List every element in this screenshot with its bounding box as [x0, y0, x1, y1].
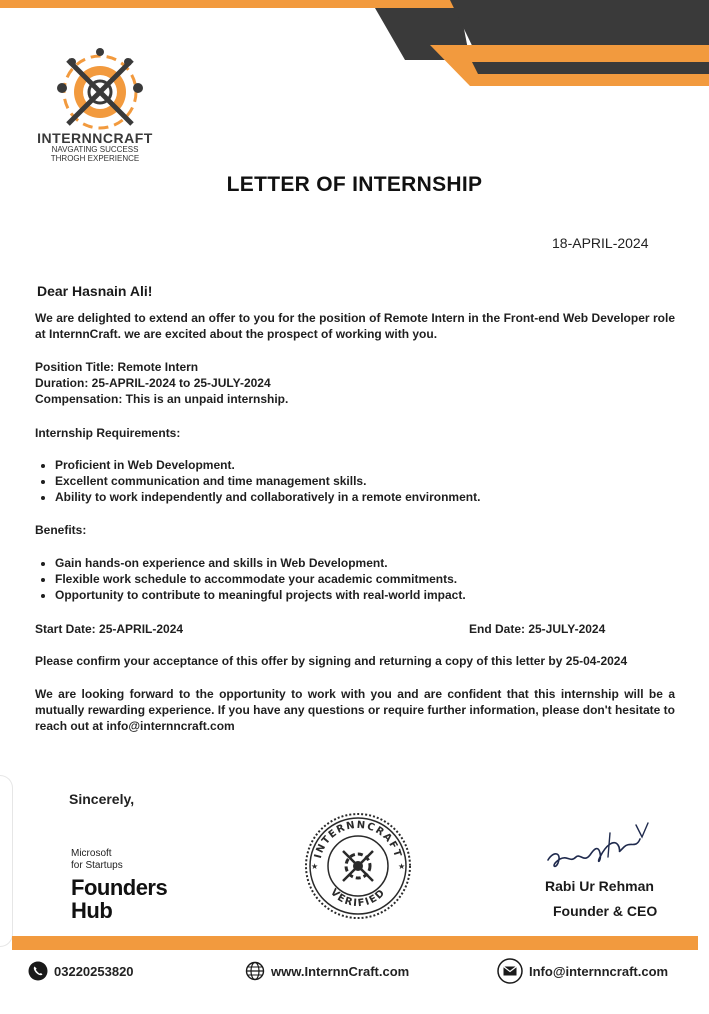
signer-name: Rabi Ur Rehman	[545, 878, 654, 894]
end-date: End Date: 25-JULY-2024	[469, 622, 606, 636]
salutation: Dear Hasnain Ali!	[37, 283, 153, 299]
founders-hub-logo	[71, 876, 167, 922]
closing-paragraph: We are looking forward to the opportunity to work with you and are confident that this internship will be a mutually rewarding experience. If you have any questions or require further information, please don't hesitate to reach out at info@internncraft.com	[35, 687, 675, 733]
start-date: Start Date: 25-APRIL-2024	[35, 622, 184, 636]
globe-icon	[245, 961, 265, 981]
hub-line: Hub	[71, 898, 113, 923]
benefits-list	[35, 555, 675, 603]
letter-title: LETTER OF INTERNSHIP	[226, 173, 483, 196]
letter-date: 18-APRIL-2024	[552, 235, 649, 251]
website-url: www.InternnCraft.com	[271, 963, 410, 979]
logo-tagline-line-2: THROGH EXPERIENCE	[50, 154, 140, 163]
microsoft-for-startups	[71, 848, 123, 872]
handwritten-signature	[540, 815, 660, 875]
intro-paragraph: We are delighted to extend an offer to you for the position of Remote Intern in the Front-end Web Developer role at InternnCraft. we are excited about the prospect of working with you.	[35, 311, 675, 341]
list-item: • Ability to work independently and collaboratively in a remote environment.	[55, 489, 675, 505]
footer-email[interactable]	[497, 959, 668, 983]
phone-icon	[28, 961, 48, 981]
list-item: • Flexible work schedule to accommodate your academic commitments.	[55, 571, 675, 587]
list-item: • Opportunity to contribute to meaningful projects with real-world impact.	[55, 587, 675, 603]
logo-tagline	[40, 145, 150, 163]
details-block	[35, 359, 675, 407]
page-edge-tab	[0, 775, 13, 947]
logo-name: INTERNNCRAFT	[37, 130, 153, 146]
footer-website[interactable]	[245, 959, 409, 983]
sincerely: Sincerely,	[69, 791, 135, 807]
for-startups-line: for Startups	[71, 860, 123, 871]
phone-number: 03220253820	[54, 963, 134, 979]
seal-bottom-text: VERIFIED	[327, 886, 389, 910]
logo-tagline-line-1: NAVGATING SUCCESS	[51, 145, 139, 154]
header-dark-stripe	[472, 62, 709, 74]
footer-phone[interactable]	[28, 959, 134, 983]
verified-seal	[303, 811, 413, 921]
mail-icon	[497, 958, 523, 984]
list-item: • Proficient in Web Development.	[55, 457, 675, 473]
requirements-list	[35, 457, 675, 505]
header-orange-strip	[0, 0, 460, 8]
svg-text:★: ★	[311, 862, 319, 871]
benefits-heading: Benefits:	[35, 523, 87, 537]
confirmation-paragraph: Please confirm your acceptance of this offer by signing and returning a copy of this letter by 25-04-2024	[35, 654, 628, 668]
duration: Duration: 25-APRIL-2024 to 25-JULY-2024	[35, 376, 271, 390]
list-item: • Excellent communication and time management skills.	[55, 473, 675, 489]
signer-title: Founder & CEO	[553, 903, 658, 919]
microsoft-line: Microsoft	[71, 848, 112, 859]
svg-text:VERIFIED	[328, 887, 388, 909]
seal-top-text: INTERNNCRAFT	[312, 819, 404, 860]
requirements-heading: Internship Requirements:	[35, 426, 181, 440]
list-item: • Gain hands-on experience and skills in Web Development.	[55, 555, 675, 571]
svg-text:★: ★	[398, 862, 406, 871]
footer-accent-bar	[12, 936, 698, 950]
compensation: Compensation: This is an unpaid internship.	[35, 392, 289, 406]
founders-line: Founders	[71, 875, 168, 900]
position-title: Position Title: Remote Intern	[35, 360, 199, 374]
email-address: Info@internncraft.com	[529, 963, 669, 979]
